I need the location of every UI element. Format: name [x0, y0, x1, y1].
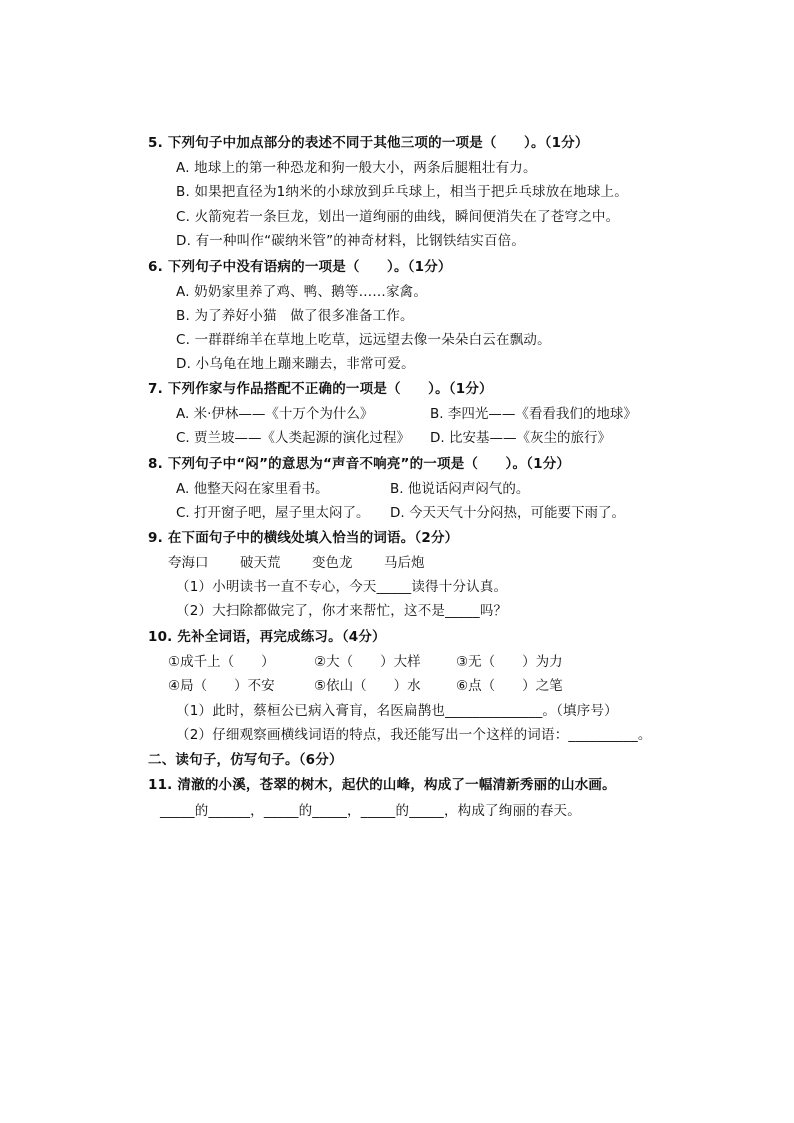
q6-option-c: C. 一群群绵羊在草地上吃草，远远望去像一朵朵白云在飘动。 [176, 332, 551, 348]
q5-stem: 5. 下列句子中加点部分的表述不同于其他三项的一项是（ ）。（1分） [148, 135, 589, 151]
q11-blank-line: _____的______，_____的_____，_____的_____，构成了绚丽的春天。 [160, 803, 581, 819]
q8-option-c: C. 打开窗子吧，屋子里太闷了。 [176, 505, 370, 521]
q10-word-2: ②大（ ）大样 [314, 654, 421, 670]
q10-item-2: （2）仔细观察画横线词语的特点，我还能写出一个这样的词语：__________。 [176, 727, 652, 743]
q9-word-2: 破天荒 [240, 555, 281, 571]
q9-word-1: 夸海口 [168, 555, 209, 571]
q9-word-3: 变色龙 [312, 555, 353, 571]
q8-stem: 8. 下列句子中“闷”的意思为“声音不响亮”的一项是（ ）。（1分） [148, 456, 571, 472]
q10-word-6: ⑥点（ ）之笔 [456, 678, 563, 694]
q7-stem: 7. 下列作家与作品搭配不正确的一项是（ ）。（1分） [148, 381, 493, 397]
q7-option-c: C. 贾兰坡——《人类起源的演化过程》 [176, 430, 411, 446]
q5-option-b: B. 如果把直径为1纳米的小球放到乒乓球上，相当于把乒乓球放在地球上。 [176, 184, 628, 200]
q6-option-b: B. 为了养好小猫 做了很多准备工作。 [176, 308, 414, 324]
q7-option-d: D. 比安基——《灰尘的旅行》 [430, 430, 611, 446]
q9-word-4: 马后炮 [384, 555, 425, 571]
q10-word-3: ③无（ ）为力 [456, 654, 563, 670]
q6-option-a: A. 奶奶家里养了鸡、鸭、鹅等……家禽。 [176, 284, 428, 300]
q6-option-d: D. 小乌龟在地上蹦来蹦去，非常可爱。 [176, 356, 415, 372]
q8-option-d: D. 今天天气十分闷热，可能要下雨了。 [390, 505, 625, 521]
q10-word-4: ④局（ ）不安 [168, 678, 275, 694]
q9-item-2: （2）大扫除都做完了，你才来帮忙，这不是_____吗？ [176, 603, 508, 619]
q10-word-1: ①成千上（ ） [168, 654, 275, 670]
q8-option-a: A. 他整天闷在家里看书。 [176, 481, 329, 497]
q10-stem: 10. 先补全词语，再完成练习。（4分） [148, 629, 386, 645]
q5-option-c: C. 火箭宛若一条巨龙，划出一道绚丽的曲线，瞬间便消失在了苍穹之中。 [176, 209, 620, 225]
q10-word-5: ⑤依山（ ）水 [314, 678, 421, 694]
q5-option-d: D. 有一种叫作“碳纳米管”的神奇材料，比钢铁结实百倍。 [176, 233, 526, 249]
q6-stem: 6. 下列句子中没有语病的一项是（ ）。（1分） [148, 259, 452, 275]
q5-option-a: A. 地球上的第一种恐龙和狗一般大小，两条后腿粗壮有力。 [176, 160, 537, 176]
q10-item-1: （1）此时，蔡桓公已病入膏肓，名医扁鹊也______________。（填序号） [176, 703, 618, 719]
q8-option-b: B. 他说话闷声闷气的。 [390, 481, 530, 497]
q7-option-a: A. 米·伊林——《十万个为什么》 [176, 406, 374, 422]
section-2-title: 二、读句子，仿写句子。（6分） [148, 752, 343, 768]
q11-stem: 11. 清澈的小溪，苍翠的树木，起伏的山峰，构成了一幅清新秀丽的山水画。 [148, 777, 616, 793]
q9-stem: 9. 在下面句子中的横线处填入恰当的词语。（2分） [148, 530, 459, 546]
q7-option-b: B. 李四光——《看看我们的地球》 [430, 406, 637, 422]
q9-item-1: （1）小明读书一直不专心，今天_____读得十分认真。 [176, 579, 508, 595]
